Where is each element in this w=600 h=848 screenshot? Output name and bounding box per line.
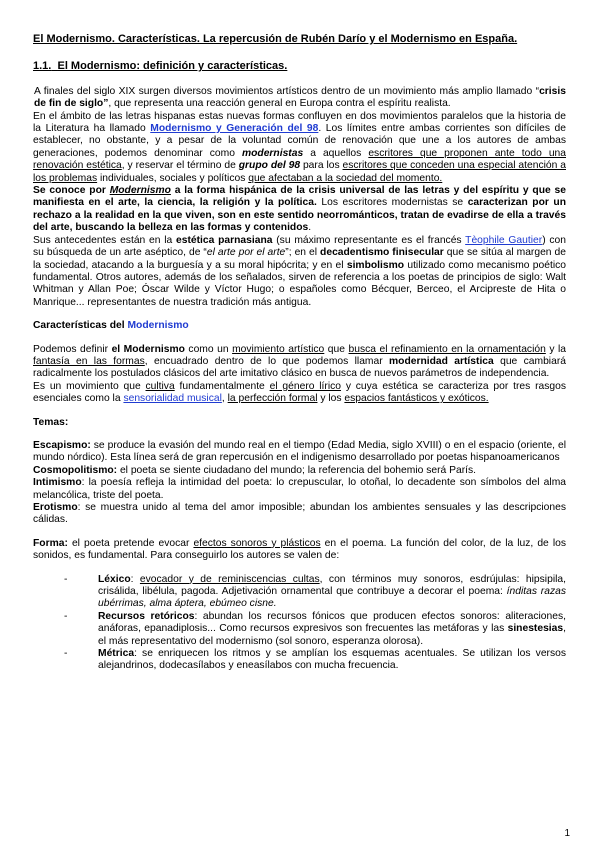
list-item-label: Léxico xyxy=(98,573,131,585)
text-run: que cambiará radicalmente los postulados clásicos del arte imitativo clásico en busca de nuevos parámetros de independencia. xyxy=(33,355,566,380)
bold-text: a la forma hispánica de la crisis universal de las letras y del espíritu y que se manifiesta en el arte, la ciencia, la religión y la política. xyxy=(33,185,566,209)
paragraph-antecedentes xyxy=(33,235,566,309)
page-number: 1 xyxy=(564,827,570,839)
text-run: Podemos definir xyxy=(33,343,112,355)
paragraph-cultiva xyxy=(33,381,566,406)
text-run: el poeta pretende evocar xyxy=(67,537,194,549)
tema-label: Escapismo: xyxy=(33,439,91,451)
text-run: : xyxy=(130,573,140,585)
underlined-text: cultiva xyxy=(145,380,175,392)
text-run: , encuadrado dentro de lo que podemos llamar xyxy=(144,355,389,367)
tema-label: Erotismo xyxy=(33,502,78,513)
text-run: , xyxy=(221,393,228,405)
underlined-text: efectos sonoros y plásticos xyxy=(193,537,321,549)
document-page xyxy=(33,33,566,673)
text-run: que xyxy=(324,343,349,355)
italic-text: índitas razas ubérrimas, alma áptera, ebúmeo cisne. xyxy=(98,586,566,610)
text-run: , el más representativo del modernismo (sol sonoro, esperanza olorosa). xyxy=(98,623,566,647)
term-modernismo: Modernismo xyxy=(109,185,171,197)
underlined-text: espacios fantásticos y exóticos. xyxy=(344,393,489,405)
paragraph-forma xyxy=(33,538,566,563)
paragraph-intro xyxy=(33,86,566,111)
text-run: ”; en el xyxy=(285,247,321,259)
text-run: , con términos muy sonoros, esdrújulas: hipsipila, crisálida, libélula, pagoda. Adjetivación ornamental que contribuye a decorar el poema: xyxy=(98,573,566,598)
tema-text: : la poesía refleja la intimidad del poeta: lo crepuscular, lo otoñal, lo decadente son símbolos del alma melancólica, triste del poeta. xyxy=(33,477,566,501)
text-run: . Los límites entre ambas corrientes son difíciles de establecer, no obstante, y a pesar de la voluntad común de renovación que une a los autores de ambas generaciones, podemos denominar como xyxy=(33,123,566,159)
subheading-text: Características del xyxy=(33,320,128,332)
term-simbolismo: simbolismo xyxy=(346,259,405,271)
underlined-text: el género lírico xyxy=(269,380,342,392)
tema-escapismo xyxy=(33,440,566,465)
text-run: como un xyxy=(184,343,233,355)
text-run: Sus antecedentes están en la xyxy=(33,234,177,246)
link-sensorialidad-musical[interactable]: sensorialidad musical xyxy=(123,393,222,405)
underlined-text: escritores que conceden una especial atención a los problemas xyxy=(33,160,566,184)
list-bullet: - xyxy=(64,573,68,585)
text-run: a aquellos xyxy=(303,147,369,159)
text-run: utilizado como mecanismo poético fundamental. Otros autores, además de los señalados, sirven de referencia a los poetas de principios de siglo: Walt Whitman y Allan Poe; Óscar Wilde y Víctor Hugo; o españoles como Bécquer, Berceo, el Arcipreste de Hita o Manrique... representantes de nuestra tradición más antigua. xyxy=(33,259,566,308)
text-run: : abundan los recursos fónicos que producen efectos sonoros: aliteraciones, anáforas, epanadiplosis... Como recursos expresivos son frecuentes las metáforas y las xyxy=(98,610,566,635)
bold-text: caracterizan por un rechazo a la realidad en la que viven, son en este sentido neorrománticos, tratan de evadirse de ella a través del arte, buscando la belleza en las formas y contenidos xyxy=(33,197,566,234)
bold-text: sinestesias xyxy=(507,623,564,635)
bold-text: Se conoce por xyxy=(33,185,110,197)
text-run: Es un movimiento que xyxy=(33,380,146,392)
link-modernismo-98[interactable]: Modernismo y Generación del 98 xyxy=(150,123,319,135)
paragraph-definicion xyxy=(33,185,566,235)
tema-erotismo xyxy=(33,502,566,527)
forma-list xyxy=(64,574,566,673)
tema-cosmopolitismo xyxy=(33,465,566,477)
underlined-text: evocador y de reminiscencias cultas xyxy=(139,573,320,585)
text-run: que se sitúa al margen de la sociedad, atacando a la burguesía y a su moral hipócrita; y en el xyxy=(33,247,566,271)
text-run: (su máximo representante es el francés xyxy=(272,234,466,246)
underlined-text: la perfección formal xyxy=(227,393,318,405)
tema-label: Intimismo xyxy=(33,477,82,489)
list-item-lexico xyxy=(64,574,566,611)
underlined-text: que afectaban a la sociedad del momento. xyxy=(248,172,443,184)
section-heading-1-1 xyxy=(33,60,566,72)
section-number: 1.1. xyxy=(33,60,52,73)
text-run: y los xyxy=(317,393,345,405)
tema-label: Cosmopolitismo: xyxy=(33,464,118,476)
italic-text: el arte por el arte xyxy=(206,247,286,259)
text-run: y la xyxy=(545,343,567,355)
text-run: . xyxy=(308,222,312,234)
link-gautier[interactable]: Tèophile Gautier xyxy=(465,234,543,246)
forma-label: Forma: xyxy=(33,537,68,549)
term-grupo-98: grupo del 98 xyxy=(238,160,301,172)
underlined-text: fantasía en las formas xyxy=(33,355,145,367)
text-run: : se enriquecen los ritmos y se amplían los esquemas acentuales. Se utilizan los versos alejandrinos, dodecasílabos y eneasílabos con mucha frecuencia. xyxy=(98,648,566,672)
document-title: El Modernismo. Características. La repercusión de Rubén Darío y el Modernismo en España. xyxy=(33,33,518,45)
list-item-metrica xyxy=(64,648,566,673)
text-run: Los escritores modernistas se xyxy=(316,197,468,209)
text-run: A finales del siglo XIX surgen diversos movimientos artísticos dentro de un movimiento más amplio llamado “ xyxy=(34,85,540,97)
text-run: fundamentalmente xyxy=(174,380,270,392)
text-run: individuales, sociales y políticos xyxy=(97,172,249,184)
list-item-label: Recursos retóricos xyxy=(98,610,195,622)
bold-term-crisis: crisis de fin de siglo” xyxy=(34,85,566,110)
text-run: , que representa una reacción general en Europa contra el espíritu realista. xyxy=(108,98,451,110)
subheading-caracteristicas xyxy=(33,320,566,332)
subheading-temas: Temas: xyxy=(33,416,69,428)
text-run: ) con su búsqueda de un arte aséptico, de “ xyxy=(33,234,566,259)
list-item-recursos xyxy=(64,611,566,648)
tema-text: el poeta se siente ciudadano del mundo; la referencia del bohemio será París. xyxy=(117,464,476,476)
text-run: en el poema. La función del color, de la luz, de los sonidos, es fundamental. Para conseguirlo los autores se valen de: xyxy=(33,537,566,562)
term-decadentismo: decadentismo finisecular xyxy=(320,247,444,259)
tema-text: : se muestra unido al tema del amor imposible; abundan los ambientes sensuales y las descripciones cálidas. xyxy=(33,502,566,526)
underlined-text: movimiento artístico xyxy=(232,343,325,355)
text-run: En el ámbito de las letras hispanas estas nuevas formas confluyen en dos movimientos paralelos que la historia de la Literatura ha llamado xyxy=(33,110,566,135)
list-bullet: - xyxy=(64,648,68,660)
text-run: para los xyxy=(300,160,343,172)
underlined-text: escritores que proponen ante todo una renovación estética xyxy=(33,147,566,172)
subheading-highlight: Modernismo xyxy=(127,320,189,332)
text-run: y cuya estética se caracteriza por tres rasgos esenciales como la xyxy=(33,380,566,405)
tema-text: se produce la evasión del mundo real en el tiempo (Edad Media, siglo XVIII) o en el espacio (oriente, el mundo nórdico). Esta línea será de gran repercusión en el indigenismo desarrollado por poetas hispanoamericanos xyxy=(33,439,566,464)
tema-intimismo xyxy=(33,477,566,502)
list-bullet: - xyxy=(64,610,68,622)
text-run: , y reservar el término de xyxy=(121,160,239,172)
term-parnasiana: estética parnasiana xyxy=(176,234,273,246)
bold-text: modernidad artística xyxy=(389,355,494,367)
bold-text: el Modernismo xyxy=(111,343,185,355)
paragraph-definir xyxy=(33,344,566,381)
section-heading-text: El Modernismo: definición y características. xyxy=(57,60,288,73)
paragraph-ambito xyxy=(33,111,566,185)
underlined-text: busca el refinamiento en la ornamentación xyxy=(348,343,546,355)
term-modernistas: modernistas xyxy=(241,147,304,159)
list-item-label: Métrica xyxy=(98,648,135,660)
